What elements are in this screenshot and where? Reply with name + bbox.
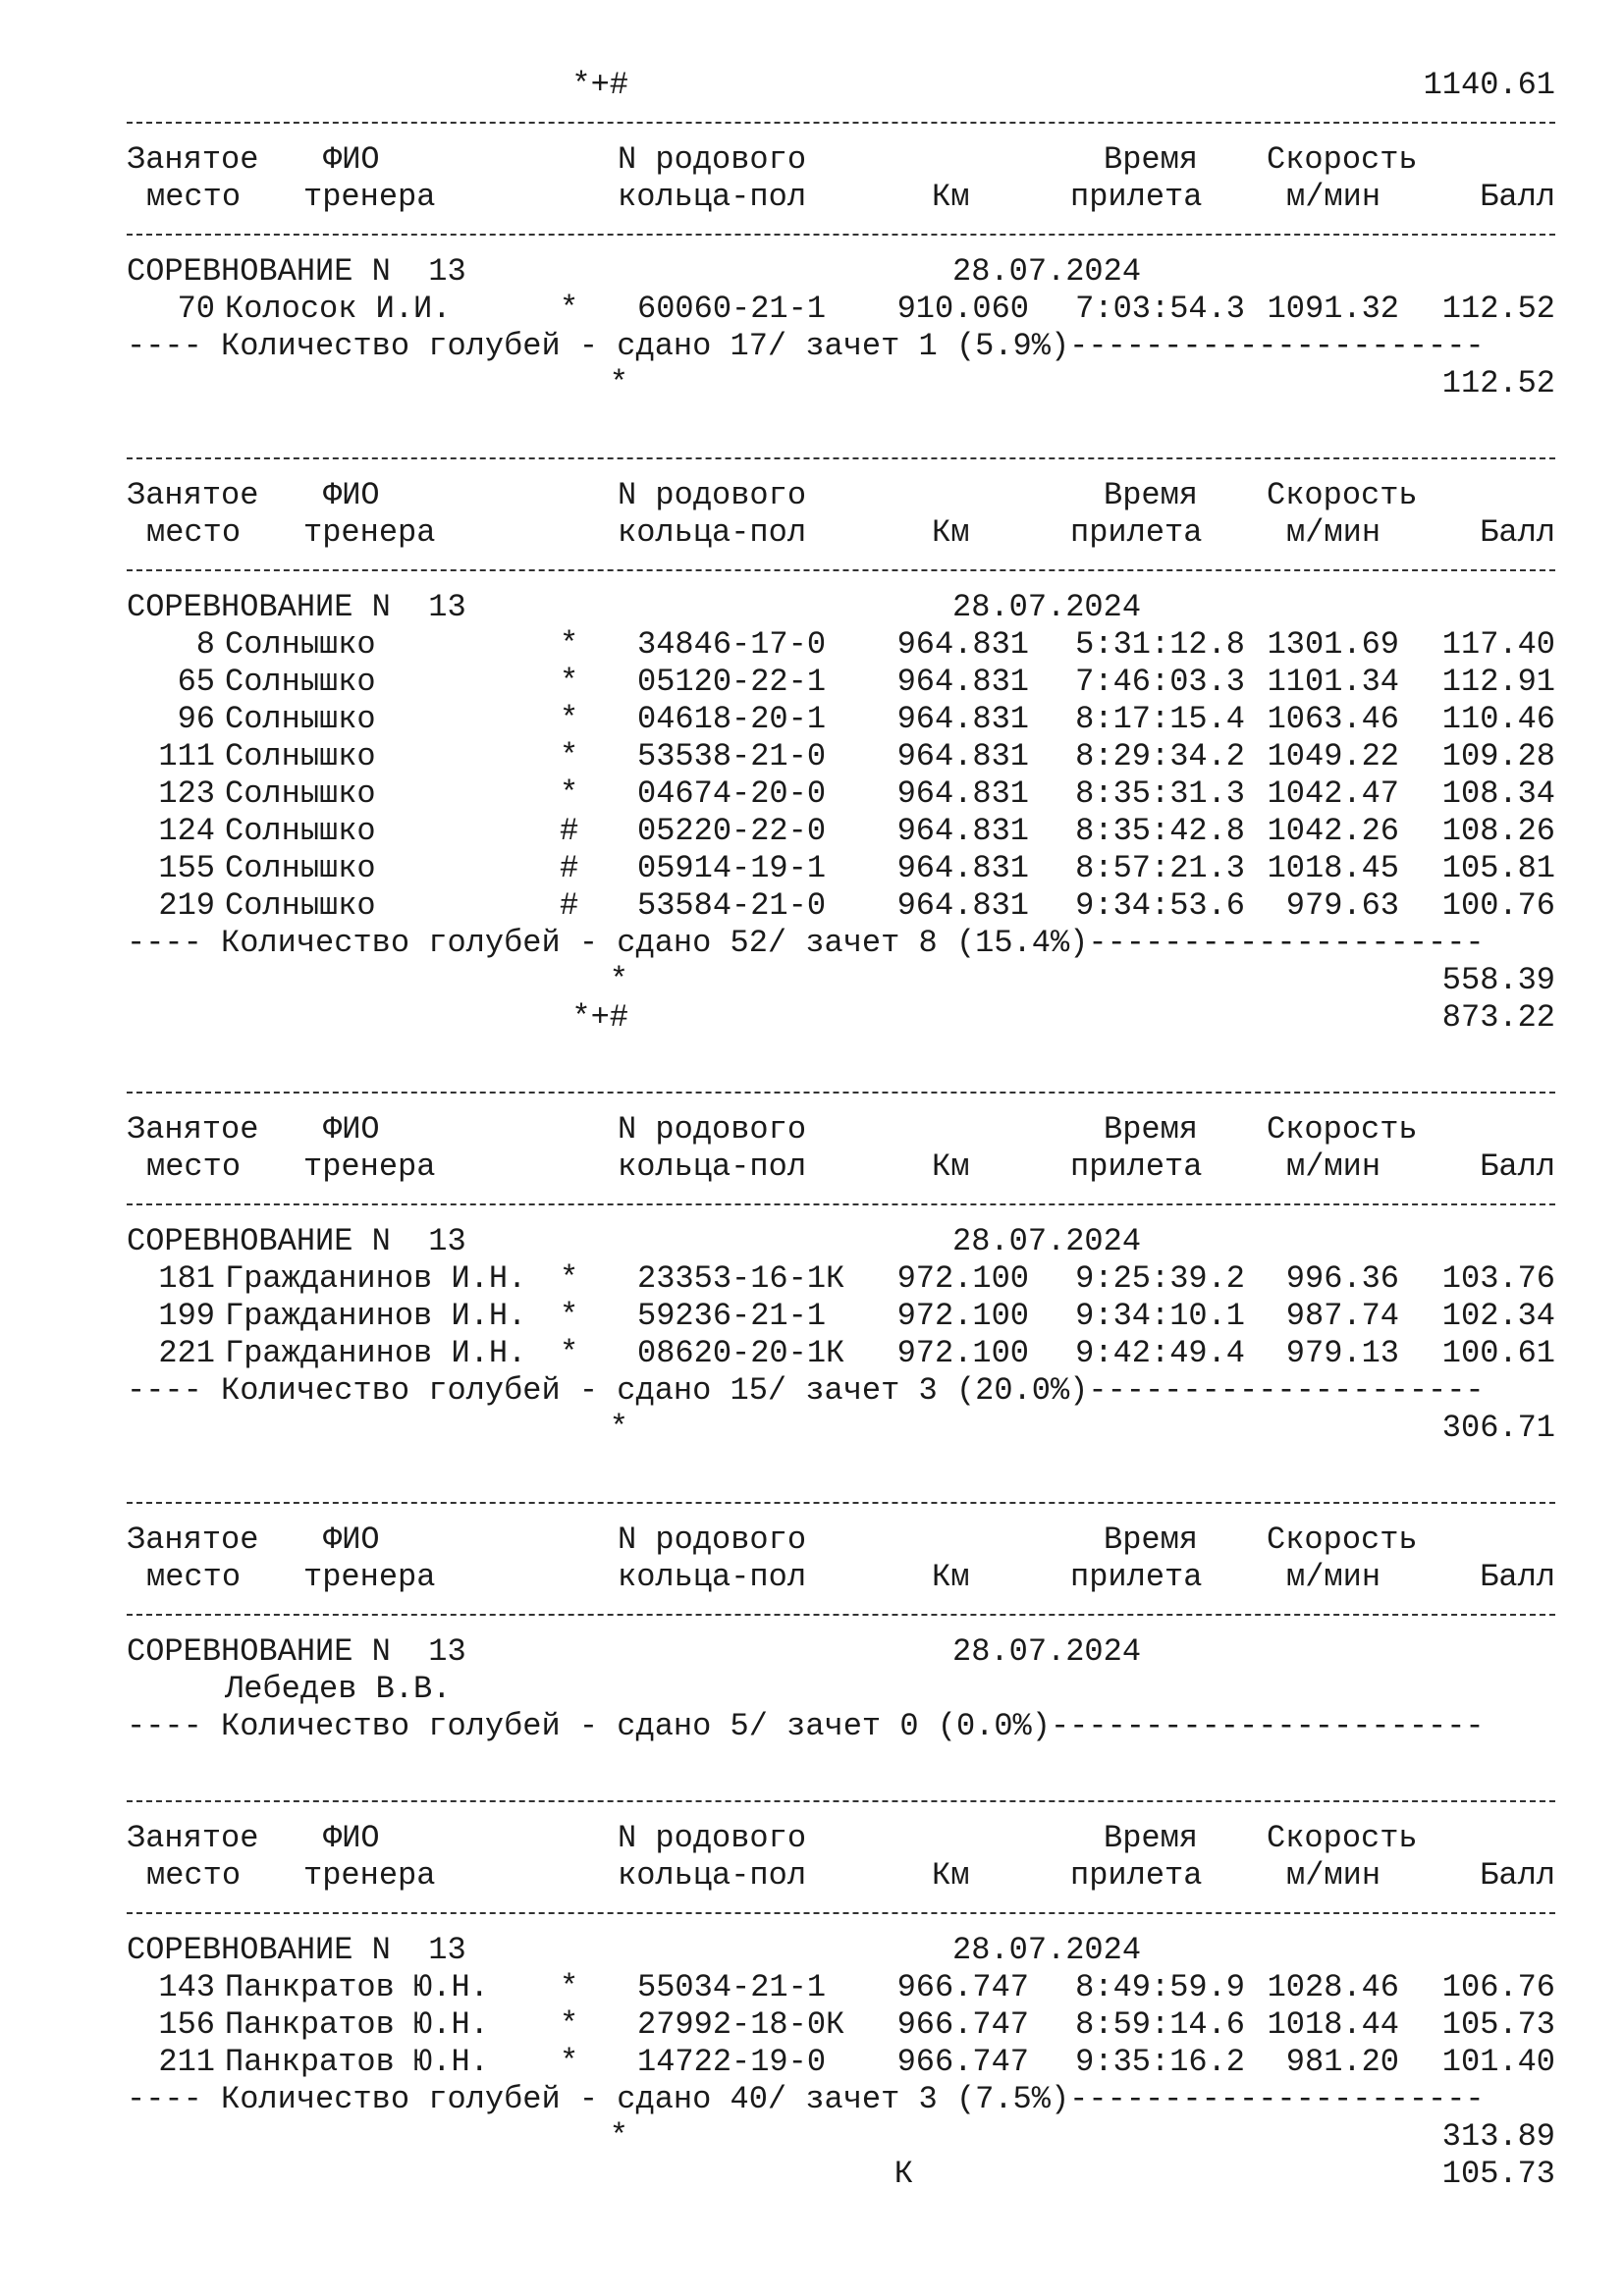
- header-ring: кольца-пол: [618, 1857, 807, 1894]
- result-name: Гражданинов И.Н.: [225, 1335, 527, 1371]
- result-km: 972.100: [896, 1335, 1029, 1371]
- result-points: 100.61: [1441, 1335, 1555, 1371]
- result-points: 102.34: [1441, 1298, 1555, 1334]
- header-speed: м/мин: [1286, 1559, 1381, 1595]
- header-place: Занятое: [127, 1111, 259, 1148]
- result-km: 964.831: [896, 664, 1029, 700]
- header-speed: м/мин: [1286, 1857, 1381, 1894]
- result-speed: 1042.47: [1267, 775, 1399, 812]
- result-km: 964.831: [896, 775, 1029, 812]
- result-points: 112.52: [1441, 291, 1555, 327]
- column-header-row-1: [0, 1522, 1624, 1559]
- result-row: [0, 887, 1624, 925]
- result-time: 7:46:03.3: [1075, 664, 1245, 700]
- dash-rule: [127, 1614, 1555, 1616]
- total-marker: *: [609, 1410, 628, 1446]
- result-ring: 14722-19-0: [637, 2044, 827, 2080]
- dash-rule: [127, 1092, 1555, 1094]
- header-speed: Скорость: [1267, 1522, 1418, 1558]
- dash-rule: [127, 1502, 1555, 1504]
- result-mark: *: [560, 701, 579, 737]
- result-place: 211: [158, 2044, 215, 2080]
- result-place: 156: [158, 2006, 215, 2043]
- result-km: 972.100: [896, 1260, 1029, 1297]
- result-speed: 1049.22: [1267, 738, 1399, 774]
- column-header-row-1: [0, 1111, 1624, 1148]
- column-header-row-1: [0, 477, 1624, 514]
- result-name: Лебедев В.В.: [225, 1671, 452, 1707]
- result-place: 219: [158, 887, 215, 924]
- header-points: Балл: [1480, 1857, 1555, 1894]
- result-time: 8:29:34.2: [1075, 738, 1245, 774]
- header-name: ФИО: [323, 477, 380, 513]
- result-name: Колосок И.И.: [225, 291, 452, 327]
- total-value: 306.71: [1441, 1410, 1555, 1446]
- result-row: [0, 1260, 1624, 1298]
- header-km: Км: [932, 179, 970, 215]
- result-ring: 27992-18-0К: [637, 2006, 845, 2043]
- result-time: 5:31:12.8: [1075, 626, 1245, 663]
- competition-line: [0, 1633, 1624, 1671]
- competition-line: [0, 1223, 1624, 1260]
- result-ring: 53584-21-0: [637, 887, 827, 924]
- result-name: Панкратов Ю.Н.: [225, 2044, 489, 2080]
- result-row: [0, 738, 1624, 775]
- dash-rule: [127, 1912, 1555, 1914]
- header-time: прилета: [1070, 1857, 1203, 1894]
- header-ring: кольца-пол: [618, 1148, 807, 1185]
- result-speed: 981.20: [1285, 2044, 1399, 2080]
- header-rule-top: [0, 1484, 1624, 1522]
- header-speed: Скорость: [1267, 477, 1418, 513]
- summary-text: ---- Количество голубей - сдано 15/ зачет 3 (20.0%)---------------------: [127, 1372, 1485, 1409]
- header-time: прилета: [1070, 1559, 1203, 1595]
- header-name: тренера: [303, 1559, 436, 1595]
- result-mark: *: [560, 2044, 579, 2080]
- summary-text: ---- Количество голубей - сдано 17/ зачет 1 (5.9%)----------------------: [127, 328, 1485, 364]
- result-km: 972.100: [896, 1298, 1029, 1334]
- result-km: 964.831: [896, 813, 1029, 849]
- result-mark: *: [560, 1969, 579, 2005]
- result-points: 108.34: [1441, 775, 1555, 812]
- summary-text: ---- Количество голубей - сдано 5/ зачет 0 (0.0%)-----------------------: [127, 1708, 1485, 1744]
- result-name: Солнышко: [225, 775, 376, 812]
- competition-date: 28.07.2024: [952, 1633, 1142, 1670]
- result-mark: *: [560, 775, 579, 812]
- result-points: 110.46: [1441, 701, 1555, 737]
- dash-rule: [127, 122, 1555, 124]
- header-time: Время: [1103, 1820, 1198, 1856]
- result-ring: 04618-20-1: [637, 701, 827, 737]
- header-rule-top: [0, 104, 1624, 141]
- result-points: 101.40: [1441, 2044, 1555, 2080]
- header-time: Время: [1103, 477, 1198, 513]
- header-rule-bottom: [0, 216, 1624, 253]
- result-speed: 1028.46: [1267, 1969, 1399, 2005]
- result-name: Солнышко: [225, 664, 376, 700]
- total-marker: *: [609, 962, 628, 998]
- result-time: 8:59:14.6: [1075, 2006, 1245, 2043]
- header-name: ФИО: [323, 1111, 380, 1148]
- result-row: [0, 1335, 1624, 1372]
- result-place: 181: [158, 1260, 215, 1297]
- result-mark: *: [560, 291, 579, 327]
- header-rule-top: [0, 1783, 1624, 1820]
- result-speed: 1018.45: [1267, 850, 1399, 886]
- total-line: [0, 1410, 1624, 1447]
- header-name: тренера: [303, 1857, 436, 1894]
- competition-date: 28.07.2024: [952, 1932, 1142, 1968]
- header-time: Время: [1103, 1522, 1198, 1558]
- result-time: 8:35:42.8: [1075, 813, 1245, 849]
- total-line: [0, 962, 1624, 999]
- result-points: 112.91: [1441, 664, 1555, 700]
- result-mark: *: [560, 664, 579, 700]
- total-value: 105.73: [1441, 2156, 1555, 2192]
- result-name: Солнышко: [225, 850, 376, 886]
- competition-date: 28.07.2024: [952, 1223, 1142, 1259]
- result-points: 105.81: [1441, 850, 1555, 886]
- result-speed: 987.74: [1285, 1298, 1399, 1334]
- header-speed: Скорость: [1267, 1111, 1418, 1148]
- header-ring: N родового: [618, 1111, 807, 1148]
- competition-line: [0, 1932, 1624, 1969]
- header-time: Время: [1103, 1111, 1198, 1148]
- result-mark: *: [560, 1335, 579, 1371]
- result-time: 8:49:59.9: [1075, 1969, 1245, 2005]
- result-time: 7:03:54.3: [1075, 291, 1245, 327]
- header-km: Км: [932, 514, 970, 551]
- header-speed: Скорость: [1267, 141, 1418, 178]
- top-total-value: 1140.61: [1423, 67, 1555, 103]
- header-time: прилета: [1070, 1148, 1203, 1185]
- header-place: Занятое: [127, 1522, 259, 1558]
- header-ring: N родового: [618, 1820, 807, 1856]
- total-line: [0, 2156, 1624, 2193]
- result-time: 9:34:10.1: [1075, 1298, 1245, 1334]
- header-rule-bottom: [0, 1596, 1624, 1633]
- header-name: ФИО: [323, 141, 380, 178]
- dash-rule: [127, 234, 1555, 236]
- result-ring: 23353-16-1К: [637, 1260, 845, 1297]
- result-place: 70: [177, 291, 215, 327]
- result-name: Солнышко: [225, 626, 376, 663]
- top-total-line: [0, 67, 1624, 104]
- result-speed: 1091.32: [1267, 291, 1399, 327]
- header-speed: м/мин: [1286, 179, 1381, 215]
- header-name: тренера: [303, 1148, 436, 1185]
- result-mark: *: [560, 1260, 579, 1297]
- result-ring: 55034-21-1: [637, 1969, 827, 2005]
- result-km: 964.831: [896, 626, 1029, 663]
- result-time: 8:17:15.4: [1075, 701, 1245, 737]
- result-mark: *: [560, 626, 579, 663]
- dash-rule: [127, 1203, 1555, 1205]
- header-place: Занятое: [127, 477, 259, 513]
- result-name: Солнышко: [225, 701, 376, 737]
- header-place: место: [146, 179, 242, 215]
- header-ring: кольца-пол: [618, 179, 807, 215]
- header-km: Км: [932, 1857, 970, 1894]
- header-points: Балл: [1480, 514, 1555, 551]
- result-mark: #: [560, 813, 579, 849]
- header-time: прилета: [1070, 179, 1203, 215]
- header-rule-bottom: [0, 1186, 1624, 1223]
- column-header-row-2: [0, 514, 1624, 552]
- header-km: Км: [932, 1559, 970, 1595]
- summary-line: [0, 1372, 1624, 1410]
- total-line: [0, 2118, 1624, 2156]
- result-ring: 05220-22-0: [637, 813, 827, 849]
- total-marker: *: [609, 2118, 628, 2155]
- competition-title: СОРЕВНОВАНИЕ N 13: [127, 1932, 466, 1968]
- column-header-row-2: [0, 179, 1624, 216]
- header-points: Балл: [1480, 179, 1555, 215]
- competition-line: [0, 589, 1624, 626]
- result-points: 108.26: [1441, 813, 1555, 849]
- result-mark: *: [560, 738, 579, 774]
- header-km: Км: [932, 1148, 970, 1185]
- result-ring: 08620-20-1К: [637, 1335, 845, 1371]
- summary-line: [0, 328, 1624, 365]
- result-points: 100.76: [1441, 887, 1555, 924]
- summary-line: [0, 1708, 1624, 1745]
- result-time: 9:35:16.2: [1075, 2044, 1245, 2080]
- result-km: 964.831: [896, 887, 1029, 924]
- header-ring: N родового: [618, 477, 807, 513]
- result-name: Гражданинов И.Н.: [225, 1298, 527, 1334]
- header-rule-bottom: [0, 1895, 1624, 1932]
- total-value: 112.52: [1441, 365, 1555, 401]
- result-speed: 996.36: [1285, 1260, 1399, 1297]
- result-name: Солнышко: [225, 813, 376, 849]
- result-speed: 1101.34: [1267, 664, 1399, 700]
- result-mark: *: [560, 2006, 579, 2043]
- header-speed: м/мин: [1286, 1148, 1381, 1185]
- result-ring: 53538-21-0: [637, 738, 827, 774]
- result-row: [0, 1671, 1624, 1708]
- header-place: место: [146, 1148, 242, 1185]
- header-name: тренера: [303, 514, 436, 551]
- total-value: 873.22: [1441, 999, 1555, 1036]
- header-ring: кольца-пол: [618, 1559, 807, 1595]
- result-ring: 05120-22-1: [637, 664, 827, 700]
- column-header-row-2: [0, 1857, 1624, 1895]
- total-value: 313.89: [1441, 2118, 1555, 2155]
- result-name: Солнышко: [225, 738, 376, 774]
- header-place: место: [146, 1559, 242, 1595]
- result-km: 966.747: [896, 1969, 1029, 2005]
- competition-line: [0, 253, 1624, 291]
- result-ring: 60060-21-1: [637, 291, 827, 327]
- dash-rule: [127, 1800, 1555, 1802]
- column-header-row-1: [0, 1820, 1624, 1857]
- total-value: 558.39: [1441, 962, 1555, 998]
- result-row: [0, 1298, 1624, 1335]
- result-ring: 34846-17-0: [637, 626, 827, 663]
- header-ring: N родового: [618, 1522, 807, 1558]
- header-rule-bottom: [0, 552, 1624, 589]
- header-ring: N родового: [618, 141, 807, 178]
- header-name: ФИО: [323, 1522, 380, 1558]
- result-km: 964.831: [896, 850, 1029, 886]
- header-points: Балл: [1480, 1559, 1555, 1595]
- header-speed: Скорость: [1267, 1820, 1418, 1856]
- result-place: 143: [158, 1969, 215, 2005]
- header-time: прилета: [1070, 514, 1203, 551]
- result-speed: 979.63: [1285, 887, 1399, 924]
- dash-rule: [127, 569, 1555, 571]
- result-name: Солнышко: [225, 887, 376, 924]
- result-time: 9:42:49.4: [1075, 1335, 1245, 1371]
- result-row: [0, 626, 1624, 664]
- header-place: место: [146, 514, 242, 551]
- competition-title: СОРЕВНОВАНИЕ N 13: [127, 589, 466, 625]
- total-marker: *: [609, 365, 628, 401]
- result-row: [0, 813, 1624, 850]
- result-ring: 59236-21-1: [637, 1298, 827, 1334]
- result-points: 109.28: [1441, 738, 1555, 774]
- result-name: Панкратов Ю.Н.: [225, 1969, 489, 2005]
- result-name: Гражданинов И.Н.: [225, 1260, 527, 1297]
- header-place: Занятое: [127, 1820, 259, 1856]
- result-time: 8:57:21.3: [1075, 850, 1245, 886]
- competition-title: СОРЕВНОВАНИЕ N 13: [127, 1223, 466, 1259]
- result-place: 8: [195, 626, 215, 663]
- result-row: [0, 1969, 1624, 2006]
- result-km: 966.747: [896, 2044, 1029, 2080]
- summary-text: ---- Количество голубей - сдано 40/ зачет 3 (7.5%)----------------------: [127, 2081, 1485, 2117]
- header-points: Балл: [1480, 1148, 1555, 1185]
- competition-date: 28.07.2024: [952, 589, 1142, 625]
- result-row: [0, 291, 1624, 328]
- result-ring: 05914-19-1: [637, 850, 827, 886]
- result-points: 103.76: [1441, 1260, 1555, 1297]
- result-points: 106.76: [1441, 1969, 1555, 2005]
- summary-line: [0, 2081, 1624, 2118]
- header-ring: кольца-пол: [618, 514, 807, 551]
- competition-title: СОРЕВНОВАНИЕ N 13: [127, 1633, 466, 1670]
- header-place: место: [146, 1857, 242, 1894]
- result-place: 155: [158, 850, 215, 886]
- summary-line: [0, 925, 1624, 962]
- column-header-row-1: [0, 141, 1624, 179]
- result-place: 96: [177, 701, 215, 737]
- header-place: Занятое: [127, 141, 259, 178]
- header-name: ФИО: [323, 1820, 380, 1856]
- total-line: [0, 365, 1624, 402]
- column-header-row-2: [0, 1559, 1624, 1596]
- result-row: [0, 2044, 1624, 2081]
- result-mark: #: [560, 887, 579, 924]
- total-marker: К: [893, 2156, 913, 2192]
- result-row: [0, 2006, 1624, 2044]
- result-km: 964.831: [896, 701, 1029, 737]
- header-name: тренера: [303, 179, 436, 215]
- result-place: 123: [158, 775, 215, 812]
- column-header-row-2: [0, 1148, 1624, 1186]
- result-place: 221: [158, 1335, 215, 1371]
- result-points: 117.40: [1441, 626, 1555, 663]
- result-time: 9:34:53.6: [1075, 887, 1245, 924]
- header-rule-top: [0, 1074, 1624, 1111]
- result-time: 9:25:39.2: [1075, 1260, 1245, 1297]
- result-speed: 1063.46: [1267, 701, 1399, 737]
- competition-title: СОРЕВНОВАНИЕ N 13: [127, 253, 466, 290]
- summary-text: ---- Количество голубей - сдано 52/ зачет 8 (15.4%)---------------------: [127, 925, 1485, 961]
- result-place: 111: [158, 738, 215, 774]
- result-row: [0, 701, 1624, 738]
- result-name: Панкратов Ю.Н.: [225, 2006, 489, 2043]
- result-speed: 979.13: [1285, 1335, 1399, 1371]
- competition-date: 28.07.2024: [952, 253, 1142, 290]
- top-total-marker: *+#: [571, 67, 628, 103]
- result-speed: 1301.69: [1267, 626, 1399, 663]
- result-points: 105.73: [1441, 2006, 1555, 2043]
- header-rule-top: [0, 440, 1624, 477]
- result-km: 910.060: [896, 291, 1029, 327]
- result-mark: #: [560, 850, 579, 886]
- header-time: Время: [1103, 141, 1198, 178]
- result-place: 124: [158, 813, 215, 849]
- result-place: 199: [158, 1298, 215, 1334]
- dash-rule: [127, 457, 1555, 459]
- result-time: 8:35:31.3: [1075, 775, 1245, 812]
- result-km: 966.747: [896, 2006, 1029, 2043]
- result-row: [0, 664, 1624, 701]
- result-speed: 1042.26: [1267, 813, 1399, 849]
- result-place: 65: [177, 664, 215, 700]
- header-speed: м/мин: [1286, 514, 1381, 551]
- total-line: [0, 999, 1624, 1037]
- result-km: 964.831: [896, 738, 1029, 774]
- result-row: [0, 850, 1624, 887]
- result-mark: *: [560, 1298, 579, 1334]
- result-speed: 1018.44: [1267, 2006, 1399, 2043]
- result-ring: 04674-20-0: [637, 775, 827, 812]
- result-row: [0, 775, 1624, 813]
- total-marker: *+#: [571, 999, 628, 1036]
